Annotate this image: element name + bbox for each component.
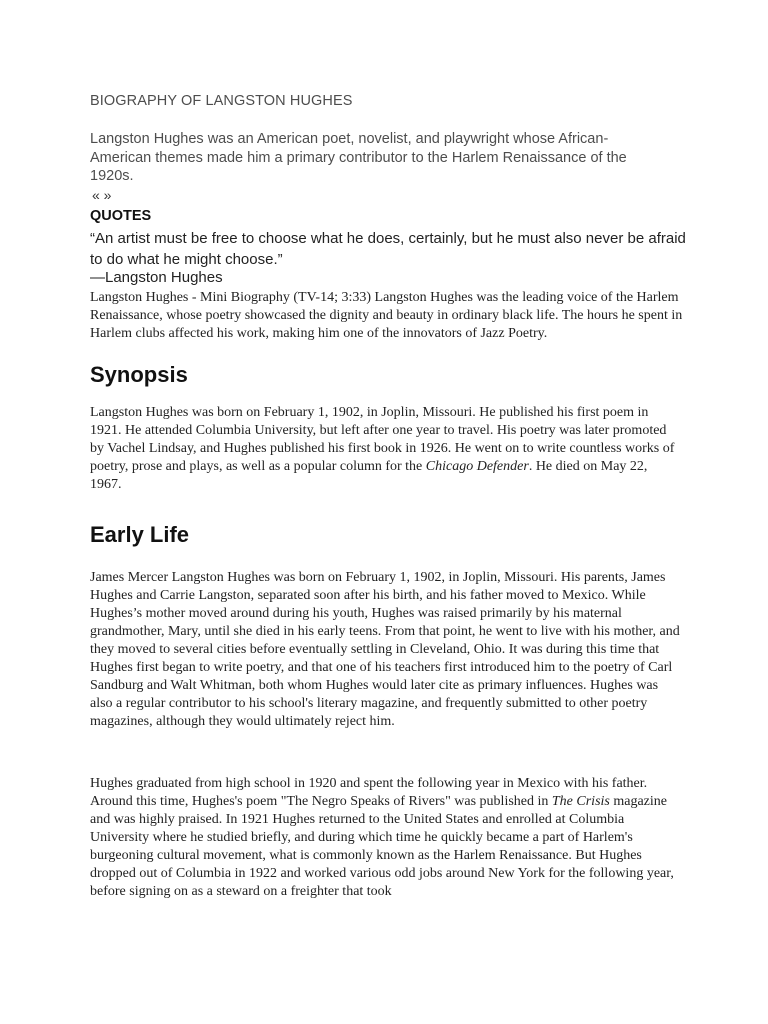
early-life-paragraph-1: James Mercer Langston Hughes was born on February 1, 1902, in Joplin, Missouri. His parents, James Hughes and Carrie Langston, separated soon after his birth, and his father moved to Mexico. While Hughes’s mother moved around during his youth, Hughes was raised primarily by his maternal grandmother, Mary, until she died in his early teens. From that point, he went to live with his mother, and they moved to several cities before eventually settling in Cleveland, Ohio. It was during this time that Hughes first began to write poetry, and that one of his teachers first introduced him to the poetry of Carl Sandburg and Walt Whitman, both whom Hughes would later cite as primary influences. Hughes was also a regular contributor to his school's literary magazine, and frequently submitted to other poetry magazines, although they would ultimately reject him. bbox=[90, 570, 680, 729]
synopsis-italic-title: Chicago Defender bbox=[425, 459, 529, 474]
early-life-heading: Early Life bbox=[90, 522, 190, 547]
quotes-heading: QUOTES bbox=[90, 208, 152, 224]
early-life-p2-before: Hughes graduated from high school in 1920 and spent the following year in Mexico with his father. Around this time, Hughes's poem "The Negro Speaks of Rivers" was published in bbox=[90, 776, 648, 809]
synopsis-text-after: . He died on May 22, 1967. bbox=[90, 459, 648, 492]
synopsis-text-before: Langston Hughes was born on February 1, 1902, in Joplin, Missouri. He published his first poem in 1921. He attended Columbia University, but left after one year to travel. His poetry was later promoted by Vachel Lindsay, and Hughes published his first book in 1926. He went on to write countless works of poetry, prose and plays, as well as a popular column for the bbox=[90, 405, 675, 474]
carousel-arrows[interactable]: « » bbox=[92, 187, 112, 203]
synopsis-heading: Synopsis bbox=[90, 362, 188, 387]
mini-biography-paragraph: Langston Hughes - Mini Biography (TV-14; 3:33) Langston Hughes was the leading voice of the Harlem Renaissance, whose poetry showcased the dignity and beauty in ordinary black life. The hours he spent in Harlem clubs affected his work, making him one of the innovators of Jazz Poetry. bbox=[90, 290, 683, 341]
early-life-p2-after: magazine and was highly praised. In 1921 Hughes returned to the United States and enrolled at Columbia University where he studied briefly, and during which time he quickly became a part of Harlem's burgeoning cultural movement, what is commonly known as the Harlem Renaissance. But Hughes dropped out of Columbia in 1922 and worked various odd jobs around New York for the following year, before signing on as a steward on a freighter that took bbox=[90, 794, 674, 899]
early-life-paragraph-2 bbox=[90, 775, 680, 901]
quote-author: —Langston Hughes bbox=[90, 269, 223, 286]
quote-text: “An artist must be free to choose what he does, certainly, but he must also never be afraid to do what he might choose.” bbox=[90, 230, 686, 268]
early-life-p2-italic: The Crisis bbox=[551, 794, 610, 809]
intro-paragraph: Langston Hughes was an American poet, novelist, and playwright whose African-American themes made him a primary contributor to the Harlem Renaissance of the 1920s. bbox=[90, 131, 627, 184]
page-title: BIOGRAPHY OF LANGSTON HUGHES bbox=[90, 93, 353, 109]
synopsis-paragraph bbox=[90, 404, 680, 494]
